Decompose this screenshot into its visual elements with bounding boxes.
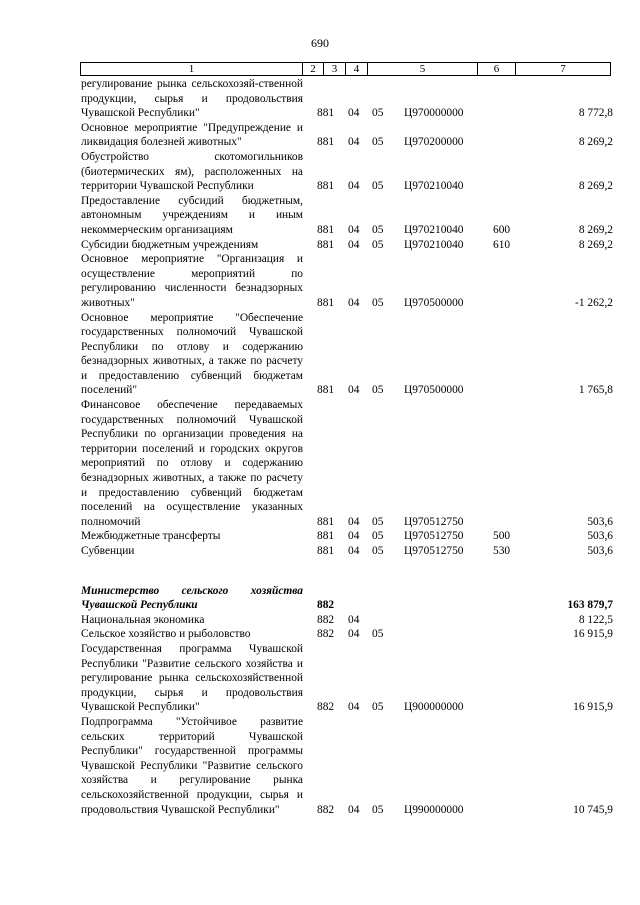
row-code-4: 05 <box>372 515 384 528</box>
row-amount: 8 122,5 <box>578 613 613 626</box>
row-description: Межбюджетные трансферты <box>81 530 221 543</box>
row-amount: 8 269,2 <box>578 136 613 149</box>
row-code-3: 04 <box>348 701 360 714</box>
row-code-5: Ц970210040 <box>404 180 464 193</box>
row-code-3: 04 <box>348 515 360 528</box>
table-row <box>0 529 640 544</box>
row-code-2: 882 <box>317 628 335 641</box>
row-code-6: 500 <box>493 530 511 543</box>
row-amount: 503,6 <box>587 515 613 528</box>
row-description: Предоставление субсидий бюджетным, автономным учреждениям и иным некоммерческим организациям <box>81 194 303 236</box>
table-row <box>0 77 640 121</box>
row-code-3: 04 <box>348 628 360 641</box>
row-code-2: 882 <box>317 803 335 816</box>
table-row <box>0 715 640 817</box>
row-description: Министерство сельского хозяйства Чувашской Республики <box>81 584 303 612</box>
row-code-5: Ц970000000 <box>404 107 464 120</box>
row-code-3: 04 <box>348 223 360 236</box>
header-col-7: 7 <box>560 63 566 75</box>
table-row <box>0 311 640 399</box>
header-col-6: 6 <box>478 63 516 75</box>
header-col-4: 4 <box>346 63 368 75</box>
row-code-2: 881 <box>317 515 335 528</box>
row-code-5: Ц970200000 <box>404 136 464 149</box>
row-code-3: 04 <box>348 803 360 816</box>
row-code-3: 04 <box>348 545 360 557</box>
row-code-2: 881 <box>317 530 335 543</box>
row-amount: 8 269,2 <box>578 238 613 251</box>
header-col-2: 2 <box>303 63 324 75</box>
row-code-4: 05 <box>372 223 384 236</box>
row-code-5: Ц900000000 <box>404 701 464 714</box>
table-body <box>0 77 640 817</box>
row-code-5: Ц970512750 <box>404 515 464 528</box>
row-code-4: 05 <box>372 545 384 557</box>
row-code-3: 04 <box>348 296 360 309</box>
table-row <box>0 252 640 310</box>
row-description: Обустройство скотомогильников (биотермических ям), расположенных на территории Чувашской Республики <box>81 150 303 193</box>
row-code-4: 05 <box>372 296 384 309</box>
row-description: Субсидии бюджетным учреждениям <box>81 238 259 251</box>
row-code-2: 881 <box>317 384 335 397</box>
row-code-4: 05 <box>372 701 384 714</box>
row-code-2: 882 <box>317 701 335 714</box>
row-code-5: Ц970500000 <box>404 384 464 397</box>
row-code-2: 881 <box>317 238 335 251</box>
table-row-ministry <box>0 584 640 613</box>
row-amount: 16 915,9 <box>573 701 613 714</box>
row-description: Сельское хозяйство и рыболовство <box>81 628 251 641</box>
table-row <box>0 238 640 253</box>
row-description: Подпрограмма "Устойчивое развитие сельских территорий Чувашской Республики" государственной программы Чувашской Республики "Развитие сельского хозяйства и регулирование рынка сельскохозяйственной продукции, сырья и продовольствия Чувашской Республики" <box>81 715 303 816</box>
row-code-4: 05 <box>372 180 384 193</box>
row-code-2: 881 <box>317 180 335 193</box>
row-description: Субвенции <box>81 545 135 557</box>
header-col-5: 5 <box>368 63 478 75</box>
header-col-3: 3 <box>324 63 346 75</box>
table-row <box>0 642 640 715</box>
row-code-3: 04 <box>348 613 360 626</box>
row-description: Государственная программа Чувашской Республики "Развитие сельского хозяйства и регулирование рынка сельскохозяйственной продукции, сырья и продовольствия Чувашской Республики" <box>81 642 303 714</box>
row-amount: 163 879,7 <box>567 599 613 612</box>
row-description: Национальная экономика <box>81 613 205 626</box>
row-code-5: Ц970512750 <box>404 545 464 557</box>
header-col-1: 1 <box>81 63 303 75</box>
page-number: 690 <box>311 36 329 50</box>
row-description: Основное мероприятие "Организация и осуществление мероприятий по регулированию численности безнадзорных животных" <box>81 253 303 309</box>
row-code-2: 881 <box>317 296 335 309</box>
row-code-5: Ц970210040 <box>404 238 464 251</box>
table-row <box>0 544 640 559</box>
row-amount: 10 745,9 <box>573 803 613 816</box>
row-amount: -1 262,2 <box>575 296 613 309</box>
row-code-4: 05 <box>372 136 384 149</box>
row-code-4: 05 <box>372 530 384 543</box>
table-row <box>0 150 640 194</box>
row-description: Основное мероприятие "Предупреждение и ликвидация болезней животных" <box>81 121 303 149</box>
row-code-2: 881 <box>317 107 335 120</box>
row-amount: 503,6 <box>587 530 613 543</box>
row-description: Основное мероприятие "Обеспечение государственных полномочий Чувашской Республики по отлову и содержанию безнадзорных животных, а также по расчету и предоставлению субвенций бюджетам поселений" <box>81 311 303 397</box>
row-amount: 1 765,8 <box>578 384 613 397</box>
row-code-5: Ц990000000 <box>404 803 464 816</box>
row-code-2: 882 <box>317 613 335 626</box>
table-row <box>0 613 640 628</box>
row-code-5: Ц970210040 <box>404 223 464 236</box>
row-code-5: Ц970500000 <box>404 296 464 309</box>
row-code-4: 05 <box>372 803 384 816</box>
row-code-4: 05 <box>372 107 384 120</box>
table-row <box>0 121 640 150</box>
table-row <box>0 627 640 642</box>
table-row <box>0 194 640 238</box>
row-amount: 8 772,8 <box>578 107 613 120</box>
row-code-6: 530 <box>493 545 511 557</box>
row-amount: 8 269,2 <box>578 180 613 193</box>
row-code-3: 04 <box>348 180 360 193</box>
row-code-6: 610 <box>493 238 511 251</box>
section-spacer <box>0 559 640 584</box>
row-code-4: 05 <box>372 384 384 397</box>
row-code-6: 600 <box>493 223 511 236</box>
row-code-3: 04 <box>348 136 360 149</box>
table-header <box>80 62 611 76</box>
row-code-5: Ц970512750 <box>404 530 464 543</box>
row-code-2: 881 <box>317 223 335 236</box>
row-code-2: 881 <box>317 136 335 149</box>
row-amount: 503,6 <box>587 545 613 557</box>
row-description: регулирование рынка сельскохозяй-ственной продукции, сырья и продовольствия Чувашской Республики" <box>81 78 303 120</box>
table-row <box>0 398 640 529</box>
row-code-3: 04 <box>348 238 360 251</box>
row-code-3: 04 <box>348 530 360 543</box>
row-description: Финансовое обеспечение передаваемых государственных полномочий Чувашской Республики по организации проведения на территории поселений и городских округов мероприятий по отлову и содержанию безнадзорных животных, а также по расчету и предоставлению субвенций бюджетам поселений на осуществление указанных полномочий <box>81 399 303 528</box>
row-code-2: 882 <box>317 599 335 612</box>
row-amount: 8 269,2 <box>578 223 613 236</box>
row-code-3: 04 <box>348 384 360 397</box>
row-code-2: 881 <box>317 545 335 557</box>
row-amount: 16 915,9 <box>573 628 613 641</box>
row-code-4: 05 <box>372 238 384 251</box>
row-code-3: 04 <box>348 107 360 120</box>
row-code-4: 05 <box>372 628 384 641</box>
